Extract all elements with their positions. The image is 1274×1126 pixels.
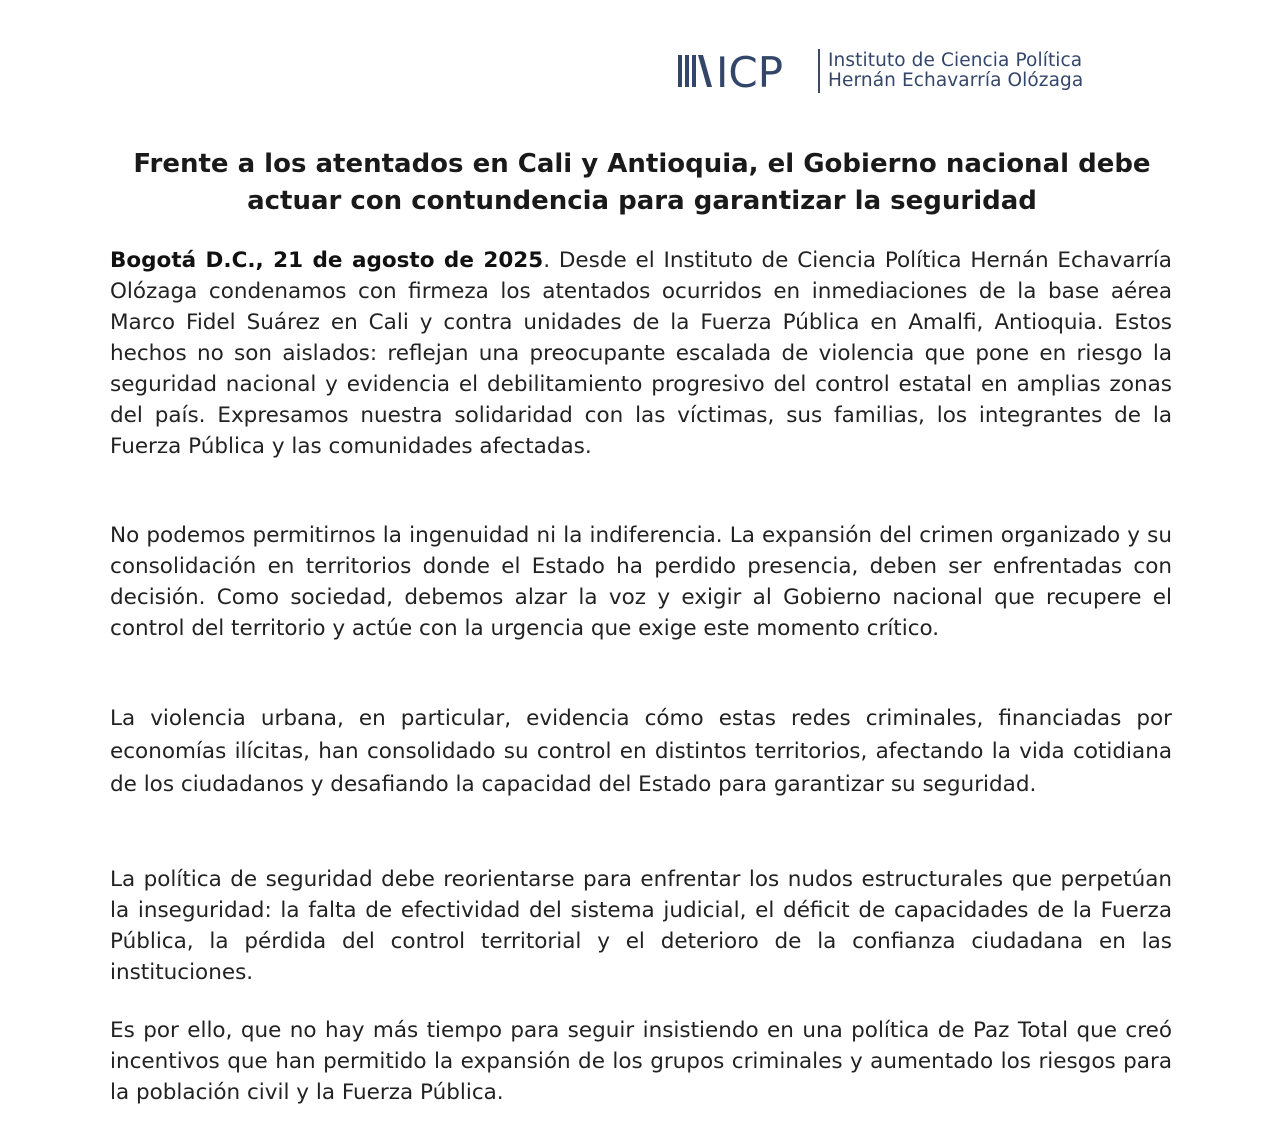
icp-logo-mark bbox=[676, 51, 812, 91]
logo-short-text: ICP bbox=[716, 51, 784, 91]
logo-line-1: Instituto de Ciencia Política bbox=[828, 50, 1083, 71]
logo-divider bbox=[818, 49, 820, 93]
dateline: Bogotá D.C., 21 de agosto de 2025 bbox=[110, 248, 544, 273]
logo-text bbox=[828, 51, 1083, 91]
paragraph-3: La violencia urbana, en particular, evidencia cómo estas redes criminales, financiadas por economías ilícitas, han consolidado su control en distintos territorios, afectando la vida cotidiana de los ciudadanos y desafiando la capacidad del Estado para garantizar su seguridad. bbox=[110, 706, 1172, 797]
paragraph-5: Es por ello, que no hay más tiempo para seguir insistiendo en una política de Paz Total que creó incentivos que han permitido la expansión de los grupos criminales y aumentado los riesgos para la población civil y la Fuerza Pública. bbox=[110, 1018, 1172, 1105]
paragraph-1-text: . Desde el Instituto de Ciencia Política Hernán Echavarría Olózaga condenamos con firmeza los atentados ocurridos en inmediaciones de la base aérea Marco Fidel Suárez en Cali y contra unidades de la Fuerza Pública en Amalfi, Antioquia. Estos hechos no son aislados: reflejan una preocupante escalada de violencia que pone en riesgo la seguridad nacional y evidencia el debilitamiento progresivo del control estatal en amplias zonas del país. Expresamos nuestra solidaridad con las víctimas, sus familias, los integrantes de la Fuerza Pública y las comunidades afectadas. bbox=[110, 248, 1172, 459]
logo-line-2: Hernán Echavarría Olózaga bbox=[828, 70, 1084, 91]
paragraph-1 bbox=[110, 245, 1172, 462]
document-title: Frente a los atentados en Cali y Antioquia, el Gobierno nacional debe actuar con contundencia para garantizar la seguridad bbox=[133, 149, 1151, 216]
institute-logo bbox=[676, 46, 1083, 96]
icp-logo-icon bbox=[676, 51, 812, 91]
paragraph-4: La política de seguridad debe reorientarse para enfrentar los nudos estructurales que perpetúan la inseguridad: la falta de efectividad del sistema judicial, el déficit de capacidades de la Fuerza Pública, la pérdida del control territorial y el deterioro de la confianza ciudadana en las instituciones. bbox=[110, 867, 1172, 985]
paragraph-2: No podemos permitirnos la ingenuidad ni la indiferencia. La expansión del crimen organizado y su consolidación en territorios donde el Estado ha perdido presencia, deben ser enfrentadas con decisión. Como sociedad, debemos alzar la voz y exigir al Gobierno nacional que recupere el control del territorio y actúe con la urgencia que exige este momento crítico. bbox=[110, 523, 1172, 641]
